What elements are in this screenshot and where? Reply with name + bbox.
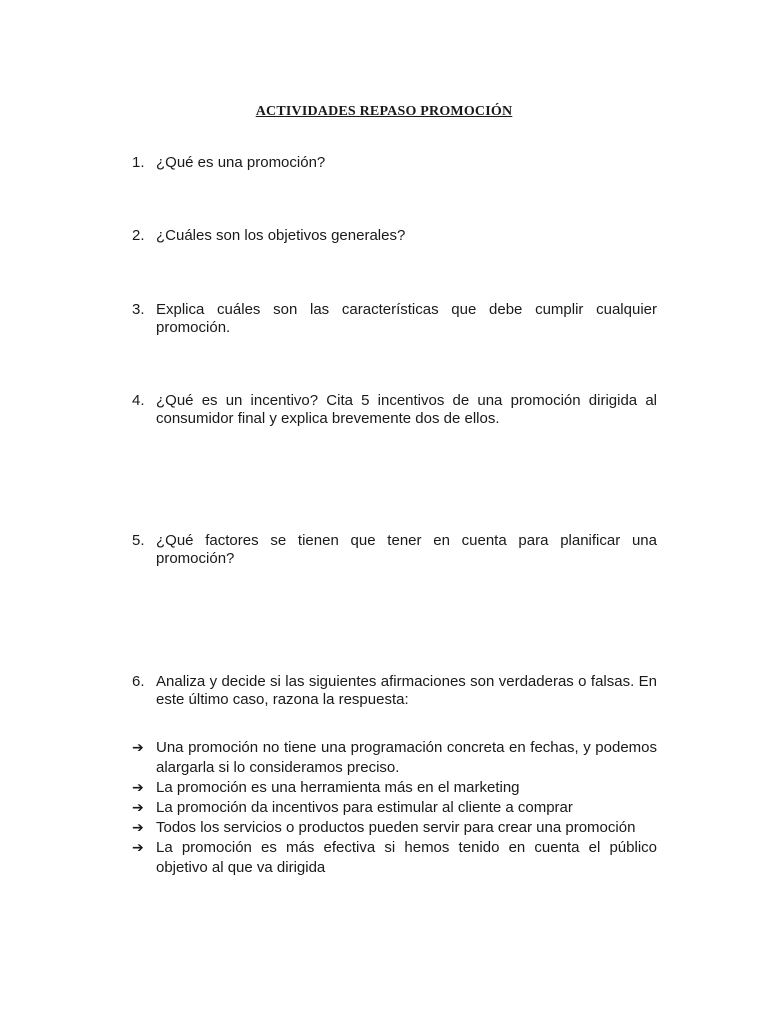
statement-text: La promoción es una herramienta más en el marketing [156, 779, 520, 796]
arrow-right-icon: ➔ [132, 800, 144, 816]
question-text: Analiza y decide si las siguientes afirmaciones son verdaderas o falsas. En este último caso, razona la respuesta: [156, 673, 657, 708]
question-4 [132, 392, 657, 428]
question-1 [132, 154, 657, 172]
question-text: Explica cuáles son las características que debe cumplir cualquier promoción. [156, 301, 657, 336]
list-item [132, 738, 657, 778]
question-3 [132, 301, 657, 337]
question-number: 6. [132, 673, 145, 690]
question-number: 4. [132, 392, 145, 409]
list-item [132, 818, 657, 838]
arrow-right-icon: ➔ [132, 820, 144, 836]
list-item [132, 798, 657, 818]
arrow-right-icon: ➔ [132, 780, 144, 796]
statement-text: La promoción da incentivos para estimular al cliente a comprar [156, 799, 573, 816]
question-text: ¿Qué factores se tienen que tener en cuenta para planificar una promoción? [156, 532, 657, 567]
statements-list [132, 738, 657, 878]
question-number: 5. [132, 532, 145, 549]
arrow-right-icon: ➔ [132, 740, 144, 756]
question-5 [132, 532, 657, 568]
list-item [132, 838, 657, 878]
question-2 [132, 227, 657, 245]
question-text: ¿Cuáles son los objetivos generales? [156, 227, 406, 244]
arrow-right-icon: ➔ [132, 840, 144, 856]
question-number: 3. [132, 301, 145, 318]
question-number: 1. [132, 154, 145, 171]
document-title: ACTIVIDADES REPASO PROMOCIÓN [255, 104, 513, 119]
statement-text: La promoción es más efectiva si hemos tenido en cuenta el público objetivo al que va dirigida [156, 839, 657, 876]
list-item [132, 778, 657, 798]
question-number: 2. [132, 227, 145, 244]
statement-text: Todos los servicios o productos pueden servir para crear una promoción [156, 819, 636, 836]
question-text: ¿Qué es un incentivo? Cita 5 incentivos de una promoción dirigida al consumidor final y explica brevemente dos de ellos. [156, 392, 657, 427]
statement-text: Una promoción no tiene una programación concreta en fechas, y podemos alargarla si lo consideramos preciso. [156, 739, 657, 776]
question-6 [132, 673, 657, 709]
question-text: ¿Qué es una promoción? [156, 154, 326, 171]
